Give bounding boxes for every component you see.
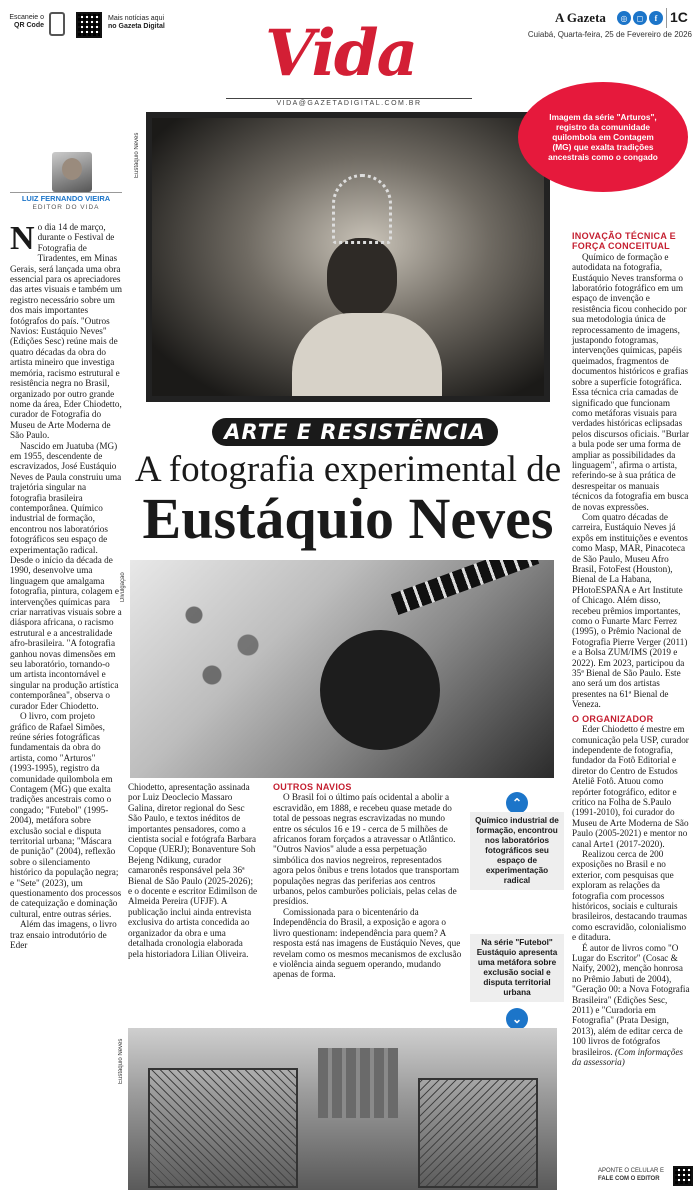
page-number-divider <box>666 8 667 28</box>
photo-subject-crown <box>332 174 392 244</box>
author-rule <box>10 192 122 193</box>
scan-label-1: Escaneie o <box>9 14 44 21</box>
qr-code-icon[interactable] <box>76 12 102 38</box>
col3-paragraph-1: O Brasil foi o último país ocidental a abolir a escravidão, em 1888, e recebeu quase metade do total de pessoas negras escravizadas no mundo entre os séculos 16 e 19 - cerca de 5 milhões de africanos foram forçados a atravessar o Atlântico. "Outros Navios" alude a essa perpetuação simbólica dos navios negreiros, representados agora pelos ônibus e trens lotados que transportam populações negras das periferias aos centros urbanos, pelos camburões policiais, pelas celas de presídios. <box>273 792 460 907</box>
scan-label-2: QR Code <box>14 22 44 29</box>
facebook-icon[interactable]: f <box>649 11 663 25</box>
col1-p1-text: o dia 14 de março, durante o Festival de Fotografia de Tiradentes, em Minas Gerais, será lançada uma obra essencial para os apreciadores das artes visuais e também um registro necessário sobre um dos mais importantes fotógrafos do país. "Outros Navios: Eustáquio Neves" (Edições Sesc) reúne mais de quatro décadas da obra do artista mineiro que investiga memória, racismo estrutural e resistência negra no Brasil, organizado por outro grande nome da área, Eder Chiodetto, curador de Fotografia do Museu de Arte Moderna de São Paulo. <box>10 222 123 441</box>
col1-paragraph-2: Nascido em Juatuba (MG) em 1955, descendente de escravizados, José Eustáquio Neves de Paula construiu uma trajetória singular na fotografia brasileira contemporânea. Químico industrial de formação, encontrou nos laboratórios fotográficos seu espaço de experimentação radical. Desde o início da década de 1990, desenvolve uma linguagem que amalgama fotografia, pintura, colagem e intervenções químicas para criar narrativas visuais sobre a diáspora africana, o racismo estrutural e a ancestralidade afro-brasileira. "A fotografia ganhou novas dimensões em seu laboratório, tornando-o um artista incontornável e singular na produção artística contemporânea", observa o curador Eder Chiodetto. <box>10 440 122 711</box>
photo-arturos <box>146 112 550 402</box>
scan-label <box>8 14 44 30</box>
phone-icon <box>49 12 65 36</box>
photo-leaves <box>140 570 320 720</box>
col4-paragraph-1: Químico de formação e autodidata na fotografia, Eustáquio Neves transforma o laboratório fotográfico em um espaço de invenção e resistência ficou conhecido por sua metodologia única de reprocessamento de imagens, justapondo fotogramas, intervenções químicas, papéis queimados, fragmentos de documentos históricos e grafias sobre a superfície fotográfica. Essa técnica cria camadas de significado que funcionam como metáforas visuais para verdades históricas eclipsadas pelos discursos oficiais. "Burlar a bula pode ser uma forma de ampliar as possibilidades da linguagem", afirma o artista, referindo-se à sua prática de desrespeitar os manuais técnicos da fotografia em busca de novas expressões. <box>572 251 690 512</box>
col4-paragraph-4: Realizou cerca de 200 exposições no Brasil e no exterior, com pesquisas que exploram as relações da fotografia com processos históricos, sociais e culturais brasileiros, destacando traumas como escravidão, colonialismo e ditadura. <box>572 848 688 943</box>
section-rule <box>226 98 472 99</box>
more-news-2: no Gazeta Digital <box>108 23 165 30</box>
headline-line-1: A fotografia experimental de <box>134 449 562 490</box>
caption-futebol <box>470 934 564 1002</box>
photo-portrait <box>130 560 554 778</box>
footer-label <box>598 1167 664 1183</box>
caption-portrait <box>470 812 564 890</box>
column-1 <box>10 222 122 950</box>
author-role: EDITOR DO VIDA <box>32 204 100 211</box>
photo-goal-net <box>148 1068 298 1188</box>
brand-logo: A Gazeta <box>555 10 606 25</box>
column-4 <box>572 231 690 1068</box>
photo1-credit: Eustáquio Neves <box>134 132 140 178</box>
photo-city <box>318 1048 398 1118</box>
col1-paragraph-4: Além das imagens, o livro traz ensaio introdutório de Eder <box>10 919 117 951</box>
col4-paragraph-5 <box>572 943 690 1068</box>
photo3-credit: Eustáquio Neves <box>118 1038 124 1084</box>
page-number: 1C <box>670 9 688 25</box>
author-photo <box>52 152 92 192</box>
bubble-caption <box>518 82 688 192</box>
photo-subject-robe <box>292 313 442 402</box>
more-news-label <box>108 15 165 31</box>
footer-qr-code-icon[interactable] <box>673 1166 693 1186</box>
photo-film-strip <box>391 560 539 615</box>
author-name: LUIZ FERNANDO VIEIRA <box>21 194 111 203</box>
arrow-up-icon: ⌃ <box>506 792 528 814</box>
col3-heading: OUTROS NAVIOS <box>273 782 352 792</box>
headline-line-2: Eustáquio Neves <box>142 486 554 551</box>
col4-paragraph-2: Com quatro décadas de carreira, Eustáquio Neves já expôs em instituições e eventos como Masp, MAR, Pinacoteca de São Paulo, Museu Afro Brasil, FotoFest (Houston), Bienal de La Habana, PHotoESPAÑA e Art Institute of Chicago. Além disso, recebeu prêmios importantes, como o Funarte Marc Ferrez (1995), o Prêmio Nacional de Fotografia Pierre Verger (2011) e a Bolsa ZUM/IMS (2019 e 2022). Em 2023, participou da 35ª Bienal de São Paulo. Este ano será um dos artistas presentes na 61ª Bienal de Veneza. <box>572 511 688 710</box>
column-2 <box>128 782 258 959</box>
col1-paragraph-1 <box>10 222 122 441</box>
tag-label <box>212 418 498 446</box>
avatar <box>62 158 82 180</box>
drop-cap: N <box>10 220 35 257</box>
col4-heading-1: INOVAÇÃO TÉCNICA E FORÇA CONCEITUAL <box>572 231 676 252</box>
tag-text: ARTE E RESISTÊNCIA <box>224 420 486 444</box>
footer-line-2: FALE COM O EDITOR <box>598 1176 660 1182</box>
caption-futebol-text: Na série "Futebol" Eustáquio apresenta uma metáfora sobre exclusão social e disputa territorial urbana <box>476 938 558 997</box>
col3-paragraph-2: Comissionada para o bicentenário da Independência do Brasil, a exposição e agora o livro questionam: independência para quem? A resposta está nas imagens de Eustáquio Neves, que revelam como os mesmos mecanismos de exclusão e violência ainda seguem operando, mudando apenas de forma. <box>273 906 462 980</box>
col1-paragraph-3: O livro, com projeto gráfico de Rafael Simões, reúne séries fotográficas fundamentais da obra do artista, como "Arturos" (1993-1995), registro da comunidade quilombola em Contagem (MG) que exalta tradições ancestrais como o congado; "Futebol" (1995-2004), metáfora sobre exclusão social e disputa territorial urbana; "Máscara de punição" (2004), reflexão sobre o silenciamento histórico da população negra; e "Sete" (2023), um questionamento dos processos de catequização e dominação cultural, entre outras séries. <box>10 711 122 919</box>
photo-goal-net-2 <box>418 1078 538 1188</box>
col4-credit-note: (Com informações da assessoria) <box>572 1046 684 1068</box>
footer-line-1: APONTE O CELULAR E <box>598 1168 665 1174</box>
caption-portrait-text: Químico industrial de formação, encontrou nos laboratórios fotográficos seu espaço de experimentação radical <box>475 816 559 885</box>
col2-paragraph-1: Chiodetto, apresentação assinada por Luiz Deoclecio Massaro Galina, diretor regional do Sesc São Paulo, e textos inéditos de importantes pensadores, como a cientista social e fotógrafa Barbara Copque (UERJ); Bonaventure Soh Bejeng Ndikung, curador camaronês responsável pela 36ª Bienal de São Paulo (2025-2026); e o docente e escritor Edimilson de Almeida Pereira (UFJF). A publicação inclui ainda entrevista exclusiva do artista concedida ao organizador da obra e uma detalhada cronologia elaborada pela historiadora Lilian Oliveira. <box>128 782 258 959</box>
photo-futebol <box>128 1028 557 1190</box>
column-3 <box>273 782 463 980</box>
globe-icon[interactable]: ◎ <box>617 11 631 25</box>
arrow-down-icon: ⌄ <box>506 1008 528 1030</box>
photo2-credit: Divulgação <box>120 572 126 602</box>
col4-heading-2: O ORGANIZADOR <box>572 713 654 724</box>
instagram-icon[interactable]: ◻ <box>633 11 647 25</box>
bubble-caption-text: Imagem da série "Arturos", registro da comunidade quilombola em Contagem (MG) que exalta tradições ancestrais como o congado <box>548 112 658 162</box>
section-logo: Vida <box>265 16 417 91</box>
photo-face <box>320 630 440 750</box>
col4-paragraph-3: Eder Chiodetto é mestre em comunicação pela USP, curador independente de fotografia, fundador da Fotô Editorial e diretor do Centro de Estudos Ateliê Fotô. Atuou como repórter fotográfico, editor e crítico na Folha de S.Paulo (1991-2010), foi curador do Museu de Arte Moderna de São Paulo (2005-2021) e mentor no canal Arte1 (2017-2020). <box>572 724 689 849</box>
col4-p5-text: É autor de livros como "O Lugar do Escritor" (Cosac & Naify, 2002), menção honrosa no Prêmio Jabuti de 2004), "Geração 00: a Nova Fotografia Brasileira" (Edições Sesc, 2011) e "Curadoria em Fotografia" (Prata Design, 2013), além de editar cerca de 100 livros de fotógrafos brasileiros. <box>572 942 690 1057</box>
dateline: Cuiabá, Quarta-feira, 25 de Fevereiro de 2026 <box>527 30 692 39</box>
photo-subject-head <box>327 238 397 318</box>
more-news-1: Mais notícias aqui <box>108 15 165 22</box>
section-email[interactable]: VIDA@GAZETADIGITAL.COM.BR <box>276 100 422 107</box>
